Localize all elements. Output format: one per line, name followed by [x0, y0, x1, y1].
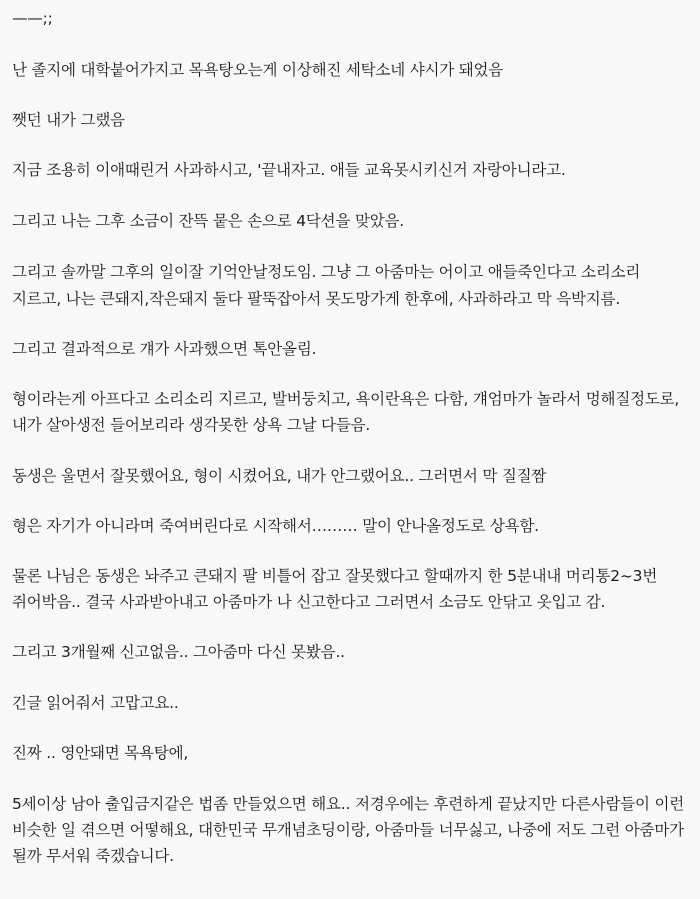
text-line: 지르고, 나는 큰돼지,작은돼지 둘다 팔뚝잡아서 못도망가게 한후에, 사과하라고 막 윽박지름. — [12, 290, 621, 308]
text-line: 물론 나님은 동생은 놔주고 큰돼지 팔 비틀어 잡고 잘못했다고 할때까지 한 5분내내 머리통2~3번 — [12, 567, 658, 585]
text-line: 형은 자기가 아니라며 죽여버린다로 시작해서……… 말이 안나올정도로 상욕함. — [12, 517, 539, 535]
text-line: 지금 조용히 이애때린거 사과하시고, '끝내자고. 애들 교육못시키신거 자랑아니라고. — [12, 161, 566, 179]
text-line: 형이라는게 아프다고 소리소리 지르고, 발버둥치고, 욕이란욕은 다함, 걔엄마가 놀라서 멍해질정도로, — [12, 390, 680, 408]
text-line: 될까 무서워 죽겠습니다. — [12, 847, 174, 865]
text-line: 5세이상 남아 출입금지같은 법좀 만들었으면 해요.. 저경우에는 후련하게 끝났지만 다른사람들이 이런 — [12, 795, 685, 813]
text-line: 비슷한 일 겪으면 어떻해요, 대한민국 무개념초딩이랑, 아줌마들 너무싫고, 나중에 저도 그런 아줌마가 — [12, 821, 684, 839]
text-line: 진짜 .. 영안돼면 목욕탕에, — [12, 744, 189, 762]
text-line: 긴글 읽어줘서 고맙고요.. — [12, 694, 179, 712]
text-line: ——;; — [12, 9, 53, 27]
text-line: 내가 살아생전 들어보리라 생각못한 상욕 그날 다들음. — [12, 416, 371, 434]
text-line: 난 졸지에 대학붙어가지고 목욕탕오는게 이상해진 세탁소네 샤시가 돼었음 — [12, 61, 504, 79]
text-line: 그리고 결과적으로 걔가 사과했으면 톡안올림. — [12, 340, 317, 358]
text-line: 쥐어박음.. 결국 사과받아내고 아줌마가 나 신고한다고 그러면서 소금도 안닦고 옷입고 감. — [12, 593, 606, 611]
text-line: 그리고 솔까말 그후의 일이잘 기억안날정도임. 그냥 그 아줌마는 어이고 애들죽인다고 소리소리 — [12, 263, 641, 281]
text-line: 쨋던 내가 그랬음 — [12, 111, 125, 129]
text-line: 그리고 3개월째 신고없음.. 그아줌마 다신 못봤음.. — [12, 643, 345, 661]
text-line: 동생은 울면서 잘못했어요, 형이 시켰어요, 내가 안그랬어요.. 그러면서 막 질질짬 — [12, 467, 547, 485]
text-line: 그리고 나는 그후 소금이 잔뜩 뭍은 손으로 4닥션을 맞았음. — [12, 212, 404, 230]
